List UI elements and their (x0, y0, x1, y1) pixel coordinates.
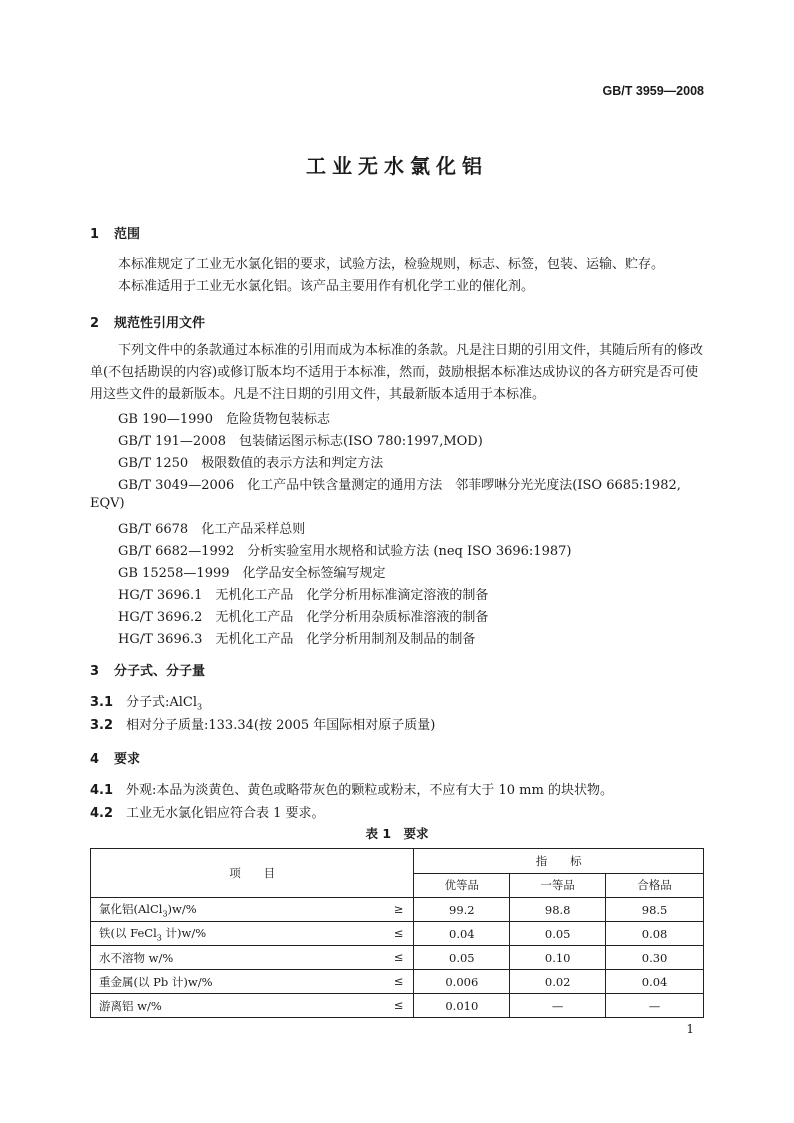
section-number: 4 (90, 752, 100, 767)
clause-4-2 (90, 802, 325, 821)
header-item: 项 目 (91, 849, 414, 898)
value-cell: 0.010 (414, 994, 510, 1018)
clause-text: 工业无水氯化铝应符合表 1 要求。 (126, 806, 325, 821)
value-cell: 0.30 (606, 946, 704, 970)
reference-item: HG/T 3696.1 无机化工产品 化学分析用标准滴定溶液的制备 (118, 588, 489, 603)
comparison-symbol: ≤ (393, 950, 404, 964)
reference-item: GB/T 3049—2006 化工产品中铁含量测定的通用方法 邻菲啰啉分光光度法(ISO 6685:1982, (118, 478, 681, 493)
row-name: 游离铝 w/% (99, 998, 162, 1013)
grade-qualified: 合格品 (606, 873, 704, 898)
section-title: 分子式、分子量 (114, 664, 206, 679)
table-row (91, 970, 704, 994)
section-title: 范围 (114, 227, 141, 242)
section-number: 2 (90, 316, 100, 331)
value-cell: 0.10 (510, 946, 606, 970)
requirements-table (90, 848, 704, 1018)
row-name: 氯化铝(AlCl (99, 901, 163, 916)
comparison-symbol: ≤ (393, 998, 404, 1012)
value-cell: 98.5 (606, 898, 704, 922)
subscript: 3 (156, 933, 162, 943)
row-label (91, 970, 414, 994)
grade-first: 一等品 (510, 873, 606, 898)
section-title: 要求 (114, 752, 141, 767)
reference-item: GB 190—1990 危险货物包装标志 (118, 412, 330, 427)
value-cell: 98.8 (510, 898, 606, 922)
document-title: 工业无水氯化铝 (306, 154, 488, 178)
reference-item-continued: EQV) (90, 496, 125, 511)
clause-number: 4.1 (90, 783, 114, 798)
section-4-heading (90, 748, 140, 767)
grade-superior: 优等品 (414, 873, 510, 898)
section-3-heading (90, 660, 205, 679)
row-name: 水不溶物 w/% (99, 950, 174, 965)
value-cell: — (606, 994, 704, 1018)
clause-4-1 (90, 779, 613, 798)
row-name-tail: )w/% (167, 901, 197, 916)
section-2-heading (90, 312, 205, 331)
table-row (91, 946, 704, 970)
row-label (91, 922, 414, 946)
clause-number: 4.2 (90, 806, 114, 821)
section-number: 1 (90, 227, 100, 242)
clause-text: 相对分子质量:133.34(按 2005 年国际相对原子质量) (126, 718, 436, 733)
reference-item: HG/T 3696.2 无机化工产品 化学分析用杂质标准溶液的制备 (118, 610, 489, 625)
clause-number: 3.1 (90, 695, 114, 710)
clause-text: 外观:本品为淡黄色、黄色或略带灰色的颗粒或粉末，不应有大于 10 mm 的块状物。 (126, 783, 613, 798)
reference-item: GB 15258—1999 化学品安全标签编写规定 (118, 566, 386, 581)
value-cell: 0.05 (510, 922, 606, 946)
clause-3-2 (90, 714, 435, 733)
value-cell: 0.04 (414, 922, 510, 946)
row-name: 铁(以 FeCl (99, 925, 157, 940)
row-name-tail: 计)w/% (161, 925, 207, 940)
table-row (91, 994, 704, 1018)
section-2-paragraph: 下列文件中的条款通过本标准的引用而成为本标准的条款。凡是注日期的引用文件，其随后所有的修改单(不包括勘误的内容)或修订版本均不适用于本标准，然而，鼓励根据本标准达成协议的各方研究是否可使用这些文件的最新版本。凡是不注日期的引用文件，其最新版本适用于本标准。 (90, 343, 704, 402)
row-label (91, 994, 414, 1018)
value-cell: 0.02 (510, 970, 606, 994)
section-number: 3 (90, 664, 100, 679)
subscript: 3 (197, 702, 203, 712)
value-cell: 0.006 (414, 970, 510, 994)
reference-item: GB/T 1250 极限数值的表示方法和判定方法 (118, 456, 384, 471)
subscript: 3 (162, 909, 168, 919)
clause-text: 分子式:AlCl (126, 695, 198, 710)
clause-number: 3.2 (90, 718, 114, 733)
row-label (91, 898, 414, 922)
clause-3-1 (90, 691, 202, 712)
table-row (91, 922, 704, 946)
table-header-row (91, 849, 704, 874)
reference-item: GB/T 191—2008 包装储运图示标志(ISO 780:1997,MOD) (118, 434, 483, 449)
section-1-paragraph-1: 本标准规定了工业无水氯化铝的要求，试验方法，检验规则，标志、标签，包装、运输、贮存。 (118, 257, 665, 272)
section-1-heading (90, 223, 140, 242)
value-cell: 0.08 (606, 922, 704, 946)
value-cell: — (510, 994, 606, 1018)
value-cell: 99.2 (414, 898, 510, 922)
table-caption: 表 1 要求 (365, 826, 429, 841)
section-1-paragraph-2: 本标准适用于工业无水氯化铝。该产品主要用作有机化学工业的催化剂。 (118, 279, 535, 294)
comparison-symbol: ≤ (393, 926, 404, 940)
comparison-symbol: ≥ (393, 902, 404, 916)
standard-code: GB/T 3959—2008 (602, 84, 704, 98)
reference-item: HG/T 3696.3 无机化工产品 化学分析用制剂及制品的制备 (118, 632, 476, 647)
value-cell: 0.05 (414, 946, 510, 970)
comparison-symbol: ≤ (393, 974, 404, 988)
table-row (91, 898, 704, 922)
header-index: 指 标 (414, 849, 704, 874)
reference-item: GB/T 6678 化工产品采样总则 (118, 522, 306, 537)
row-label (91, 946, 414, 970)
page-number: 1 (686, 1022, 694, 1036)
row-name: 重金属(以 Pb 计)w/% (99, 974, 213, 989)
reference-item: GB/T 6682—1992 分析实验室用水规格和试验方法 (neq ISO 3696:1987) (118, 544, 572, 559)
value-cell: 0.04 (606, 970, 704, 994)
section-title: 规范性引用文件 (114, 316, 206, 331)
